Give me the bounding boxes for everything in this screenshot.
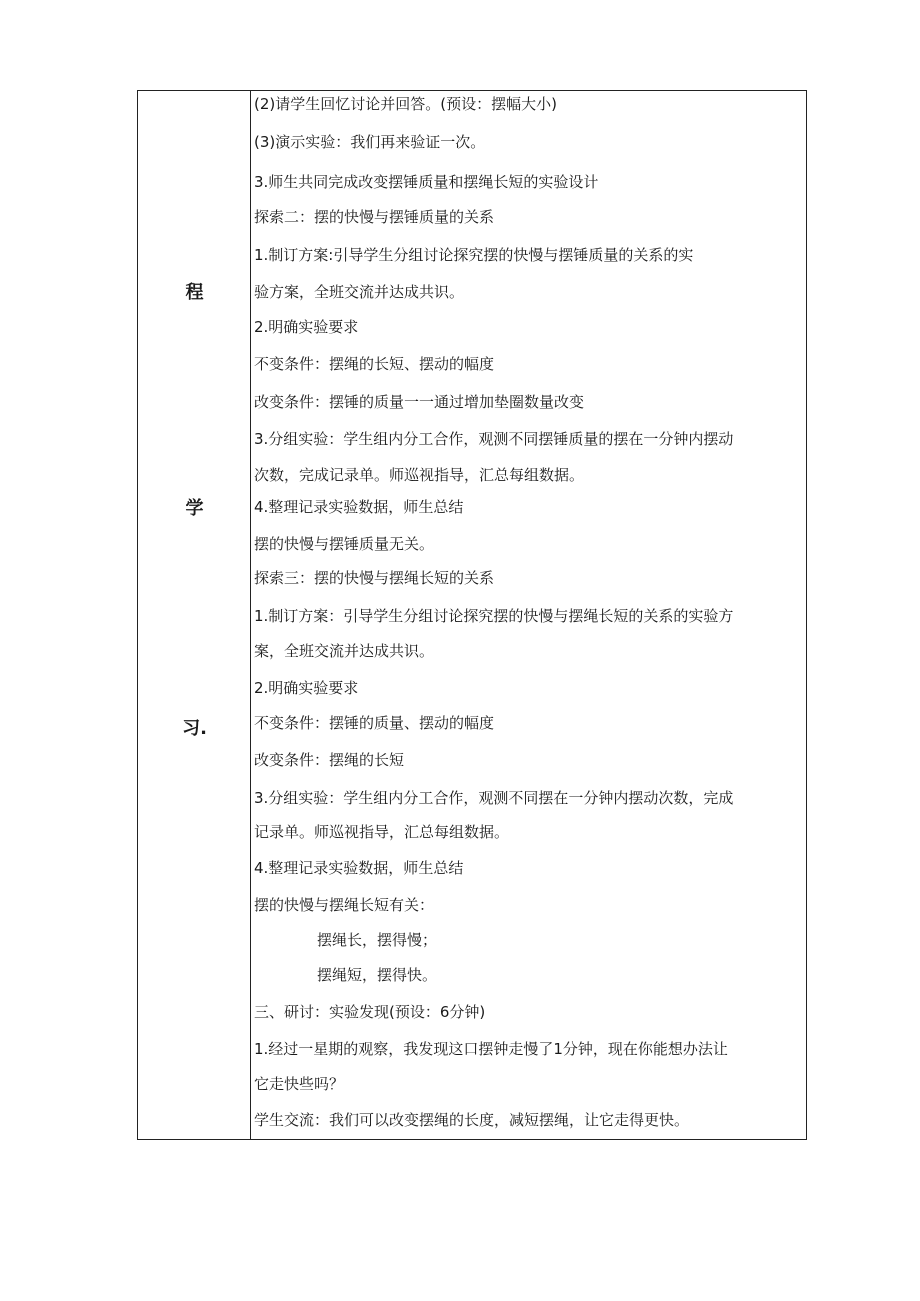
content-line: 3.师生共同完成改变摆锤质量和摆绳长短的实验设计 bbox=[254, 173, 599, 191]
content-line: 改变条件：摆锤的质量一一通过增加垫圈数量改变 bbox=[254, 393, 585, 411]
content-line: 3.分组实验：学生组内分工合作，观测不同摆在一分钟内摆动次数，完成 bbox=[254, 789, 734, 807]
content-line: 不变条件：摆绳的长短、摆动的幅度 bbox=[254, 355, 495, 373]
lesson-plan-table bbox=[137, 90, 807, 1140]
content-line: 探索二：摆的快慢与摆锤质量的关系 bbox=[254, 208, 495, 226]
content-line: 案，全班交流并达成共识。 bbox=[254, 642, 435, 660]
content-line: 2.明确实验要求 bbox=[254, 679, 359, 697]
content-line: 它走快些吗？ bbox=[254, 1075, 345, 1093]
content-line: 验方案，全班交流并达成共识。 bbox=[254, 283, 465, 301]
label-char-2: 学 bbox=[185, 498, 204, 519]
content-line: 4.整理记录实验数据，师生总结 bbox=[254, 859, 464, 877]
content-line: 3.分组实验：学生组内分工合作，观测不同摆锤质量的摆在一分钟内摆动 bbox=[254, 430, 734, 448]
content-line: 不变条件：摆锤的质量、摆动的幅度 bbox=[254, 714, 495, 732]
content-line: 摆绳长，摆得慢； bbox=[317, 931, 438, 949]
section-label-column bbox=[138, 91, 251, 1139]
content-line: 摆绳短，摆得快。 bbox=[317, 966, 438, 984]
content-line: (3)演示实验：我们再来验证一次。 bbox=[254, 133, 486, 151]
content-column bbox=[252, 91, 806, 1139]
content-line: 次数，完成记录单。师巡视指导，汇总每组数据。 bbox=[254, 466, 585, 484]
content-line: 摆的快慢与摆绳长短有关： bbox=[254, 896, 435, 914]
content-line: 探索三：摆的快慢与摆绳长短的关系 bbox=[254, 569, 495, 587]
content-line: 1.制订方案:引导学生分组讨论探究摆的快慢与摆锤质量的关系的实 bbox=[254, 246, 694, 264]
content-line: 1.经过一星期的观察，我发现这口摆钟走慢了1分钟，现在你能想办法让 bbox=[254, 1040, 728, 1058]
content-line: 摆的快慢与摆锤质量无关。 bbox=[254, 535, 435, 553]
content-line: 学生交流：我们可以改变摆绳的长度，减短摆绳，让它走得更快。 bbox=[254, 1111, 690, 1129]
content-line: 改变条件：摆绳的长短 bbox=[254, 751, 405, 769]
label-char-1: 程 bbox=[185, 282, 204, 303]
content-line: 2.明确实验要求 bbox=[254, 318, 359, 336]
label-char-3: 习. bbox=[182, 718, 207, 739]
content-line: 三、研讨：实验发现(预设：6分钟) bbox=[254, 1003, 486, 1021]
content-line: 1.制订方案：引导学生分组讨论探究摆的快慢与摆绳长短的关系的实验方 bbox=[254, 607, 734, 625]
content-line: 4.整理记录实验数据，师生总结 bbox=[254, 498, 464, 516]
content-line: 记录单。师巡视指导，汇总每组数据。 bbox=[254, 823, 510, 841]
content-line: (2)请学生回忆讨论并回答。(预设：摆幅大小) bbox=[254, 95, 557, 113]
